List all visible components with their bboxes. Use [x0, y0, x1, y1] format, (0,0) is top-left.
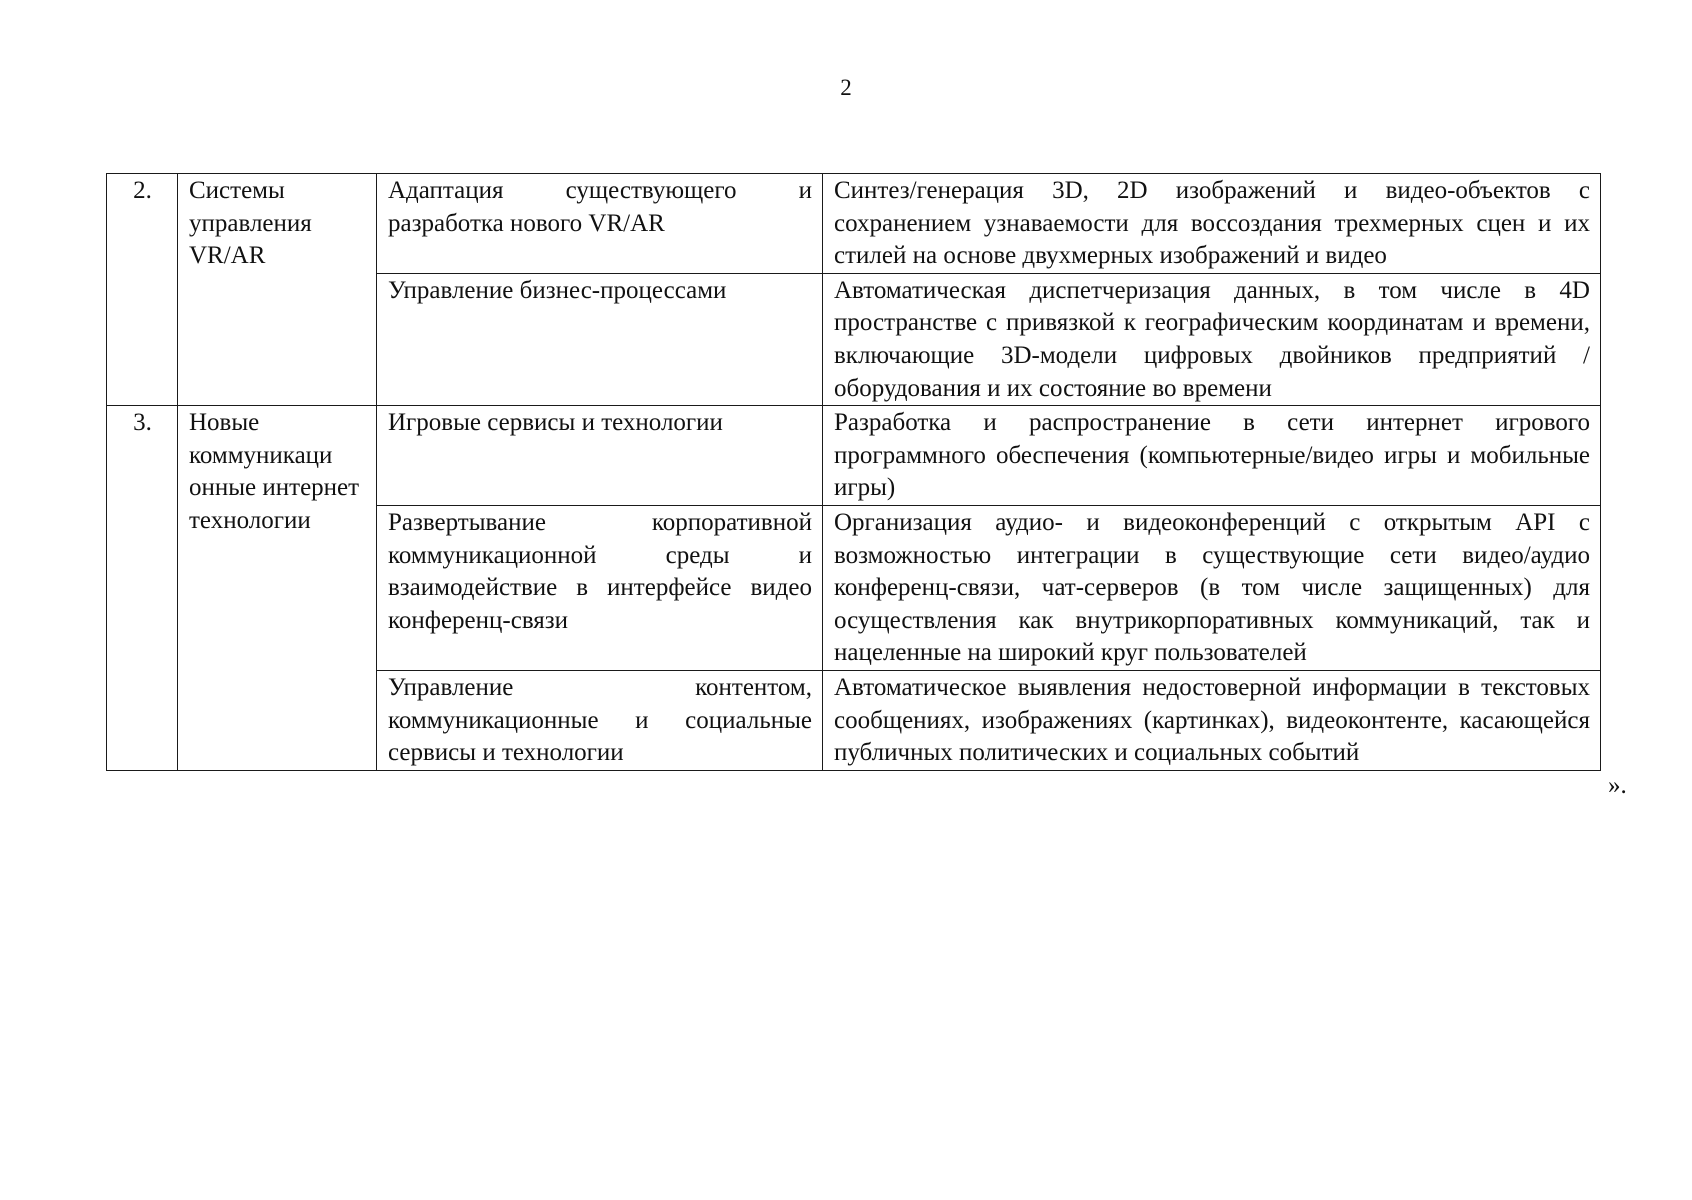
- row-number: 3.: [107, 406, 178, 771]
- closing-quote: ».: [1608, 772, 1627, 799]
- area-cell: Системы управления VR/AR: [178, 174, 377, 406]
- description-cell: Автоматическая диспетчеризация данных, в том числе в 4D пространстве с привязкой к географическим координатам и времени, включающие 3D-модели цифровых двойников предприятий / оборудования и их состояние во времени: [823, 273, 1601, 405]
- description-cell: Автоматическое выявления недостоверной информации в текстовых сообщениях, изображениях (картинках), видеоконтенте, касающейся публичных политических и социальных событий: [823, 670, 1601, 770]
- description-cell: Разработка и распространение в сети интернет игрового программного обеспечения (компьютерные/видео игры и мобильные игры): [823, 406, 1601, 506]
- area-cell: Новые коммуникаци онные интернет технологии: [178, 406, 377, 771]
- description-cell: Синтез/генерация 3D, 2D изображений и видео-объектов с сохранением узнаваемости для воссоздания трехмерных сцен и их стилей на основе двухмерных изображений и видео: [823, 174, 1601, 274]
- direction-cell: Управление бизнес-процессами: [377, 273, 823, 405]
- page-number: 2: [840, 75, 852, 100]
- technology-table: [106, 173, 1601, 771]
- row-number: 2.: [107, 174, 178, 406]
- table-row: [107, 174, 1601, 274]
- direction-cell: Игровые сервисы и технологии: [377, 406, 823, 506]
- direction-cell: Управление контентом, коммуникационные и социальные сервисы и технологии: [377, 670, 823, 770]
- table-row: [107, 406, 1601, 506]
- description-cell: Организация аудио- и видеоконференций с открытым API с возможностью интеграции в существующие сети видео/аудио конференц-связи, чат-серверов (в том числе защищенных) для осуществления как внутрикорпоративных коммуникаций, так и нацеленные на широкий круг пользователей: [823, 505, 1601, 670]
- direction-cell: Развертывание корпоративной коммуникационной среды и взаимодействие в интерфейсе видео конференц-связи: [377, 505, 823, 670]
- direction-cell: Адаптация существующего и разработка нового VR/AR: [377, 174, 823, 274]
